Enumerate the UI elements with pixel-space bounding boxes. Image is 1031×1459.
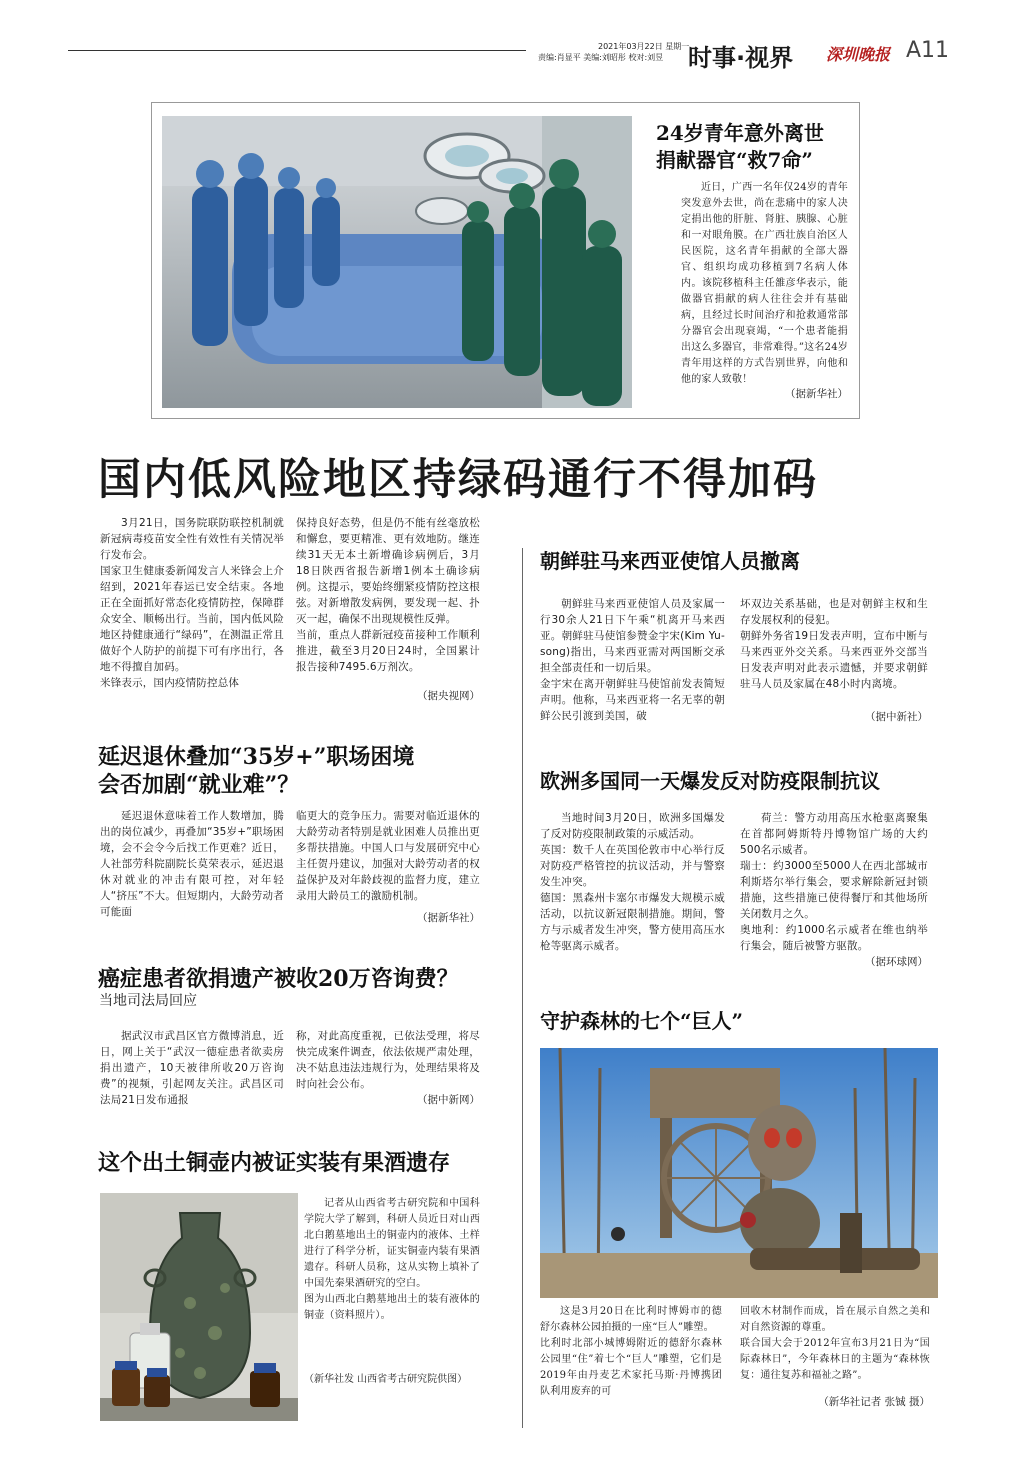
nk-title: 朝鲜驻马来西亚使馆人员撤离	[540, 549, 800, 573]
retire-col2: 临更大的竞争压力。需要对临近退休的大龄劳动者特别是就业困难人员推出更多帮扶措施。中国人口与发展研究中心主任贺丹建议，加强对大龄劳动者的权益保护及对年龄歧视的监督力度，建立录用大龄员工的激励机制。	[296, 810, 480, 902]
masthead-rule	[68, 50, 526, 51]
retire-credit: （据新华社）	[417, 912, 480, 924]
section-title: 时事·视界	[688, 44, 794, 72]
masthead-editors: 责编:肖显平 美编:刘昭彤 校对:刘昱	[538, 53, 664, 62]
surgery-photo	[162, 116, 632, 408]
cancer-title: 癌症患者欲捐遗产被收20万咨询费？	[98, 966, 459, 992]
europe-col1: 当地时间3月20日，欧洲多国爆发了反对防疫限制政策的示威活动。 英国：数千人在英国伦敦市中心举行反对防疫严格管控的抗议活动，并与警察发生冲突。 德国：黑森州卡塞尔市爆发大规模示威活动，以抗议新冠限制措施。期间，警方与示威者发生冲突，警方使用高压水枪等驱离示威者。	[540, 812, 725, 952]
cancer-subtitle: 当地司法局回应	[99, 993, 197, 1009]
nk-col2: 坏双边关系基础，也是对朝鲜主权和生存发展权利的侵犯。 朝鲜外务省19日发表声明，宣布中断与马来西亚外交关系。马来西亚外交部当日发表声明对此表示遗憾，并要求朝鲜驻马人员及家属在48小时内离境。	[740, 598, 928, 690]
cancer-col1: 据武汉市武昌区官方微博消息，近日，网上关于“武汉一德症患者欲卖房捐出遗产，10天被律所收20万咨询费”的视频，引起网友关注。武昌区司法局21日发布通报	[100, 1030, 284, 1106]
masthead-date: 2021年03月22日 星期一	[598, 42, 690, 51]
forest-credit: （新华社记者 张铖 摄）	[818, 1396, 930, 1408]
europe-col2: 荷兰：警方动用高压水枪驱离聚集在首都阿姆斯特丹博物馆广场的大约500名示威者。 瑞士：约3000至5000人在西北部城市利斯塔尔举行集会，要求解除新冠封锁措施，这些措施已使得餐厅和其他场所关闭数月之久。 奥地利：约1000名示威者在维也纳举行集会，随后被警方驱散。	[740, 812, 928, 952]
greencode-credit: （据央视网）	[417, 690, 480, 702]
bronze-title: 这个出土铜壶内被证实装有果酒遗存	[98, 1150, 451, 1176]
paper-logo: 深圳晚报	[826, 45, 891, 64]
nk-credit: （据中新社）	[865, 711, 928, 723]
europe-title: 欧洲多国同一天爆发反对防疫限制抗议	[540, 769, 880, 793]
forest-giant-photo	[540, 1048, 938, 1298]
greencode-col1: 3月21日，国务院联防联控机制就新冠病毒疫苗安全性有效性有关情况举行发布会。 国家卫生健康委新闻发言人米锋会上介绍到，2021年春运已安全结束。各地正在全面抓好常态化疫情防控，保障群众安全、顺畅出行。当前，国内低风险地区持健康通行“绿码”，在测温正常且做好个人防护的前提下可有序出行，各地不得擅自加码。 米锋表示，国内疫情防控总体	[100, 517, 284, 689]
column-divider	[522, 548, 523, 1428]
feature-body: 近日，广西一名年仅24岁的青年突发意外去世，尚在悲痛中的家人决定捐出他的肝脏、肾脏、胰腺、心脏和一对眼角膜。在广西壮族自治区人民医院，这名青年捐献的全部大器官、组织均成功移植到7名病人体内。该院移植科主任雒彦华表示，能做器官捐献的病人往往会并有基础病，且经过长时间治疗和抢救通常部分器官会出现衰竭，“一个患者能捐出这么多器官，非常难得。”这名24岁青年用这样的方式告别世界，向他和他的家人致敬！	[681, 182, 848, 385]
retire-col1: 延迟退休意味着工作人数增加，腾出的岗位减少，再叠加“35岁+”职场困境，会不会令今后找工作更难？近日，人社部劳科院副院长莫荣表示，延迟退休对就业的冲击有限可控，对年轻人“挤压”不大。但短期内，大龄劳动者可能面	[100, 810, 284, 918]
europe-credit: （据环球网）	[865, 956, 928, 968]
bronze-pot-photo	[100, 1193, 298, 1421]
retire-title-line1: 延迟退休叠加“35岁+”职场困境	[98, 744, 415, 770]
greencode-col2: 保持良好态势，但是仍不能有丝毫放松和懈怠，要更精准、更有效地防。继连续31天无本土新增确诊病例后，3月18日陕西省报告新增1例本土确诊病例。这提示，要始终绷紧疫情防控这根弦。对新增散发病例，要发现一起、扑灭一起，确保不出现规模性反弹。 当前，重点人群新冠疫苗接种工作顺利推进，截至3月20日24时，全国累计报告接种7495.6万剂次。	[296, 517, 480, 673]
forest-title: 守护森林的七个“巨人”	[540, 1009, 744, 1033]
main-headline: 国内低风险地区持绿码通行不得加码	[98, 455, 818, 505]
page-number: A11	[906, 38, 950, 63]
cancer-col2: 称，对此高度重视，已依法受理，将尽快完成案件调查，依法依规严肃处理，决不姑息违法违规行为，处理结果将及时向社会公布。	[296, 1030, 480, 1090]
forest-col2: 回收木材制作而成，旨在展示自然之美和对自然资源的尊重。 联合国大会于2012年宣布3月21日为“国际森林日”，今年森林日的主题为“森林恢复：通往复苏和福祉之路”。	[740, 1306, 930, 1381]
feature-title-line2: 捐献器官“救7命”	[656, 148, 813, 172]
forest-col1: 这是3月20日在比利时博姆市的德舒尔森林公园拍摄的一座“巨人”雕塑。 比利时北部小城博姆附近的德舒尔森林公园里“住”着七个“巨人”雕塑，它们是2019年由丹麦艺术家托马斯·丹博携团队利用废弃的可	[540, 1306, 722, 1397]
feature-credit: （据新华社）	[785, 388, 848, 400]
retire-title-line2: 会否加剧“就业难”？	[98, 772, 300, 798]
feature-title-line1: 24岁青年意外离世	[656, 121, 824, 145]
bronze-body: 记者从山西省考古研究院和中国科学院大学了解到，科研人员近日对山西北白鹅墓地出土的铜壶内的液体、土样进行了科学分析，证实铜壶内装有果酒遗存。科研人员称，这从实物上填补了中国先秦果酒研究的空白。 图为山西北白鹅墓地出土的装有液体的铜壶（资料照片）。	[304, 1198, 480, 1321]
bronze-credit: （新华社发 山西省考古研究院供图）	[304, 1374, 468, 1385]
cancer-credit: （据中新网）	[417, 1094, 480, 1106]
nk-col1: 朝鲜驻马来西亚使馆人员及家属一行30余人21日下午乘“机离开马来西亚。朝鲜驻马使馆参赞金宇宋(Kim Yu-song)指出，马来西亚需对两国断交承担全部责任和一切后果。 金宇宋在离开朝鲜驻马使馆前发表简短声明。他称，马来西亚将一名无辜的朝鲜公民引渡到美国，破	[540, 598, 725, 722]
